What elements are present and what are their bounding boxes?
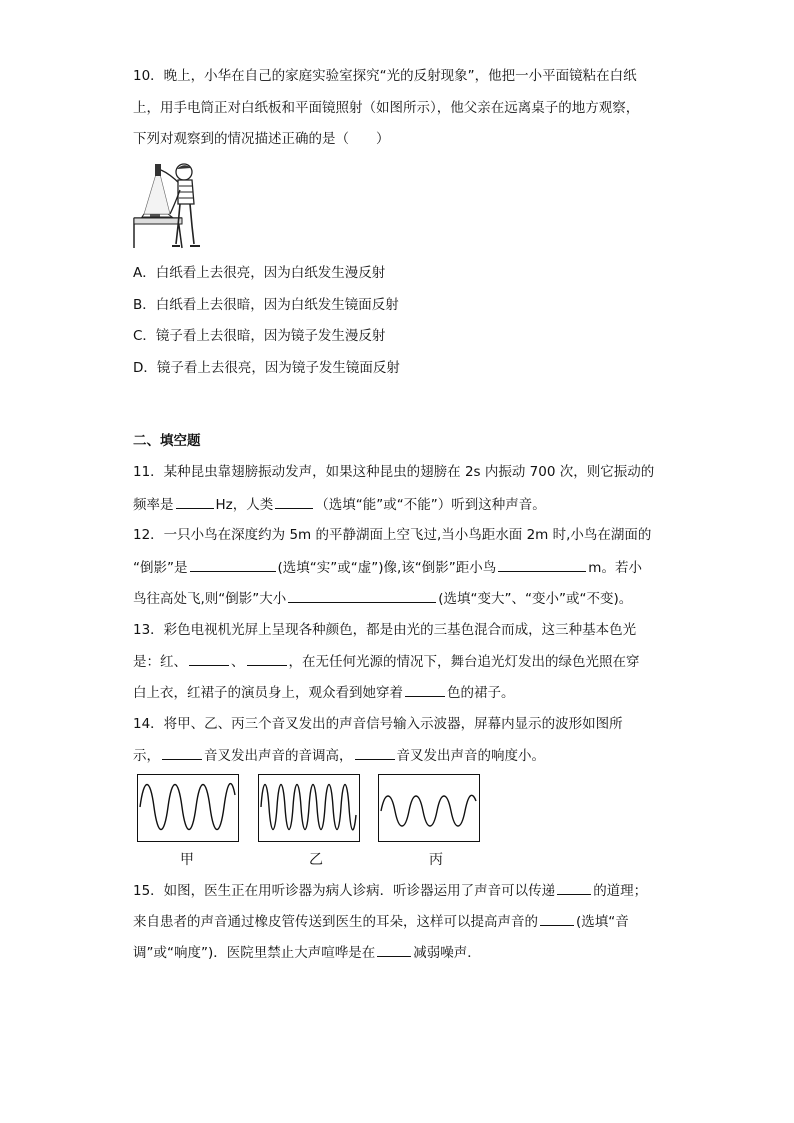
q13-blank-color3[interactable] (247, 651, 287, 666)
q12-blank-image-type[interactable] (190, 557, 276, 572)
q11-blank-hearing[interactable] (275, 494, 313, 509)
label-yi: 乙 (309, 852, 323, 868)
q10-line2: 上，用手电筒正对白纸板和平面镜照射（如图所示），他父亲在远离桌子的地方观察， (133, 100, 640, 116)
q14-line2 (133, 745, 545, 766)
waveform-jia-plot (138, 775, 237, 840)
q10-line1: 10．晚上，小华在自己的家庭实验室探究“光的反射现象”，他把一小平面镜粘在白纸 (133, 68, 637, 84)
q14-text-a: 示， (133, 748, 160, 764)
q11-line2 (133, 494, 546, 515)
q13-text-a: 是：红、 (133, 654, 187, 670)
q15-line1 (133, 880, 647, 901)
waveform-yi-plot (259, 775, 358, 840)
q15-text-d: (选填“音 (576, 914, 629, 930)
q15-text-b: 的道理； (593, 883, 648, 899)
q11-blank-frequency[interactable] (176, 494, 214, 509)
q15-blank-location[interactable] (377, 942, 411, 957)
q11-text-c: （选填“能”或“不能”）听到这种声音。 (315, 497, 546, 513)
q13-text-b: 、 (231, 654, 245, 670)
q15-line2 (133, 911, 629, 932)
label-jia: 甲 (180, 852, 194, 868)
q10-option-b: B．白纸看上去很暗，因为白纸发生镜面反射 (133, 297, 399, 313)
q12-text-c: m。若小 (588, 560, 642, 576)
q13-text-e: 色的裙子。 (447, 685, 515, 701)
q12-text-b: (选填“实”或“虚”)像,该“倒影”距小鸟 (277, 560, 497, 576)
q13-line3 (133, 682, 515, 703)
section-title: 二、填空题 (133, 433, 201, 449)
q13-line2 (133, 651, 640, 672)
q12-blank-size[interactable] (288, 588, 436, 603)
q12-blank-distance[interactable] (498, 557, 586, 572)
label-bing: 丙 (429, 852, 443, 868)
q12-line3 (133, 588, 632, 609)
q14-text-c: 音叉发出声音的响度小。 (396, 748, 545, 764)
waveform-yi (258, 774, 360, 842)
q12-line1: 12．一只小鸟在深度约为 5m 的平静湖面上空飞过,当小鸟距水面 2m 时,小鸟在湖面的 (133, 527, 652, 543)
flashlight-experiment-illustration (132, 160, 216, 250)
q14-text-b: 音叉发出声音的音调高， (204, 748, 353, 764)
q11-text-b: Hz，人类 (215, 497, 274, 513)
q14-blank-pitch[interactable] (162, 745, 202, 760)
q11-text-a: 频率是 (133, 497, 174, 513)
waveform-bing (378, 774, 480, 842)
q10-option-c: C．镜子看上去很暗，因为镜子发生漫反射 (133, 328, 386, 344)
q13-text-d: 白上衣，红裙子的演员身上，观众看到她穿着 (133, 685, 403, 701)
q10-option-d: D．镜子看上去很亮，因为镜子发生镜面反射 (133, 360, 400, 376)
q15-blank-property[interactable] (540, 911, 574, 926)
q15-line3 (133, 942, 481, 963)
q13-text-c: ，在无任何光源的情况下，舞台追光灯发出的绿色光照在穿 (288, 654, 640, 670)
q12-text-d: 鸟往高处飞,则“倒影”大小 (133, 591, 287, 607)
q14-line1: 14．将甲、乙、丙三个音叉发出的声音信号输入示波器，屏幕内显示的波形如图所 (133, 716, 623, 732)
q15-text-a: 15．如图，医生正在用听诊器为病人诊病．听诊器运用了声音可以传递 (133, 883, 556, 899)
waveform-jia (137, 774, 239, 842)
q12-text-a: “倒影”是 (133, 560, 188, 576)
q10-line3: 下列对观察到的情况描述正确的是（ ） (133, 131, 390, 147)
q14-blank-loudness[interactable] (355, 745, 395, 760)
q13-blank-skirt-color[interactable] (405, 682, 445, 697)
q10-option-a: A．白纸看上去很亮，因为白纸发生漫反射 (133, 265, 386, 281)
q12-text-e: (选填“变大”、“变小”或“不变)。 (438, 591, 633, 607)
q13-blank-color2[interactable] (189, 651, 229, 666)
q13-line1: 13．彩色电视机光屏上呈现各种颜色，都是由光的三基色混合而成，这三种基本色光 (133, 622, 637, 638)
q15-blank-transmit[interactable] (557, 880, 591, 895)
q12-line2 (133, 557, 642, 578)
waveform-bing-plot (379, 775, 478, 840)
q11-line1: 11．某种昆虫靠翅膀振动发声，如果这种昆虫的翅膀在 2s 内振动 700 次，则它振动的 (133, 464, 655, 480)
q15-text-c: 来自患者的声音通过橡皮管传送到医生的耳朵，这样可以提高声音的 (133, 914, 538, 930)
q15-text-f: 减弱噪声． (413, 945, 481, 961)
q15-text-e: 调”或“响度”)．医院里禁止大声喧哗是在 (133, 945, 376, 961)
